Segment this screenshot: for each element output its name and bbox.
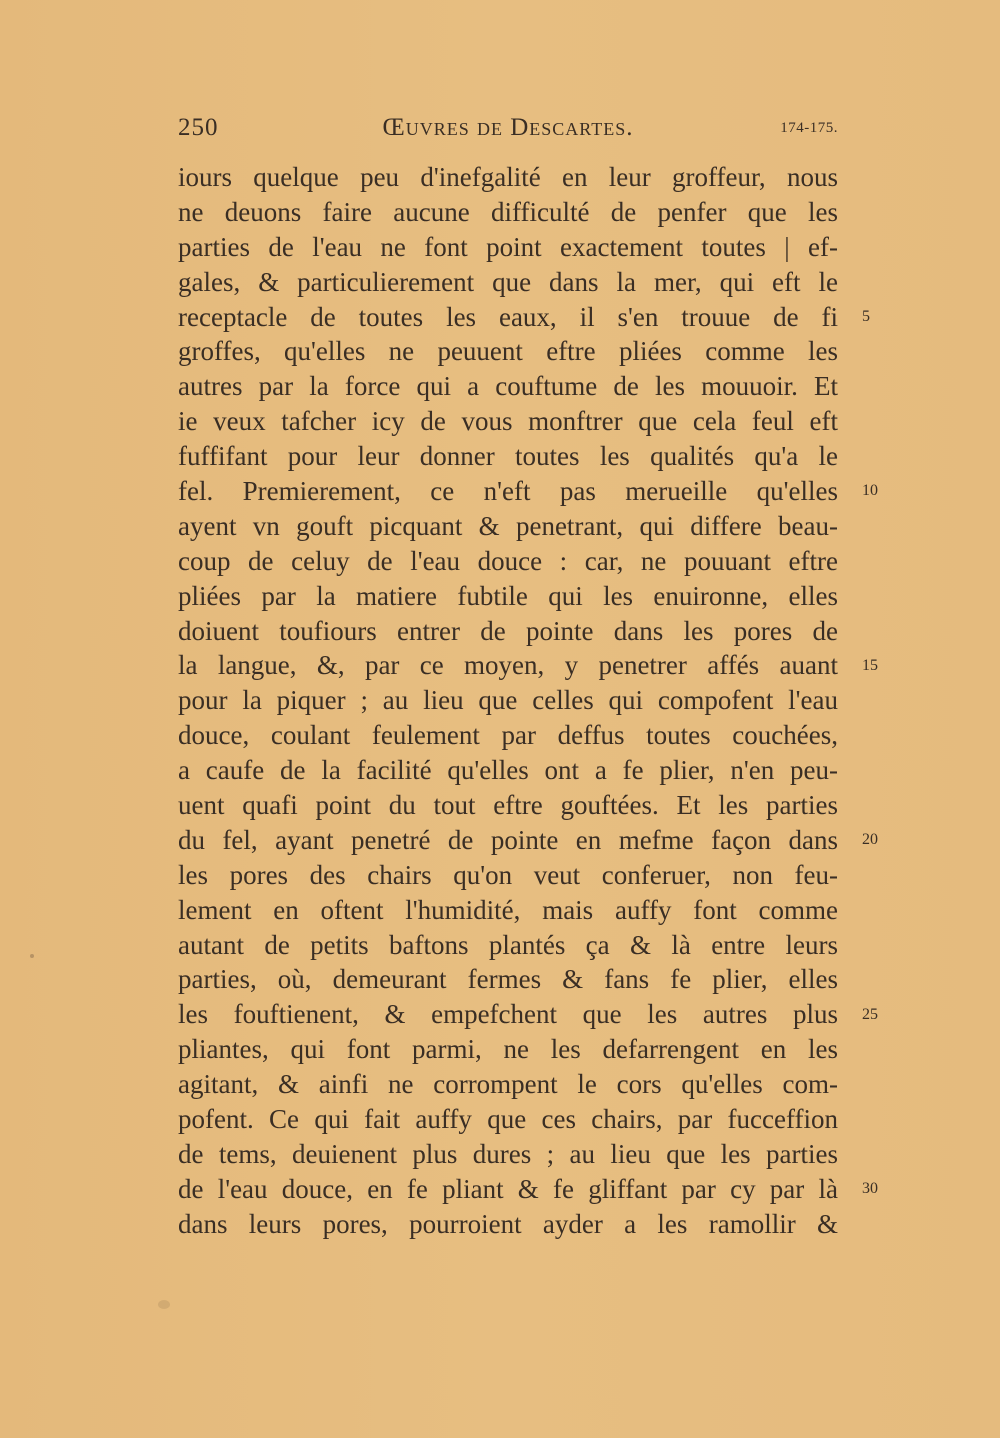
text-line: uent quafi point du tout eftre gouftées. Et les parties [178,790,838,821]
text-line: receptacle de toutes les eaux, il s'en trouue de fi [178,301,838,332]
text-line: de tems, deuienent plus dures ; au lieu que les parties [178,1138,838,1169]
text-line: dans leurs pores, pourroient ayder a les ramollir & [178,1208,838,1239]
text-line: de l'eau douce, en fe pliant & fe gliffant par cy par là [178,1173,838,1204]
text-line: du fel, ayant penetré de pointe en mefme façon dans [178,824,838,855]
text-line: pliées par la matiere fubtile qui les enuironne, elles [178,580,838,611]
text-line: agitant, & ainfi ne corrompent le cors qu'elles com- [178,1069,838,1100]
text-line: parties, où, demeurant fermes & fans fe plier, elles [178,964,838,995]
body-text [178,160,838,1242]
text-line: lement en oftent l'humidité, mais auffy font comme [178,894,838,925]
text-line: a caufe de la facilité qu'elles ont a fe plier, n'en peu- [178,755,838,786]
line-number-marker: 15 [862,656,878,674]
line-number-marker: 5 [862,307,870,325]
text-line: ayent vn gouft picquant & penetrant, qui differe beau- [178,510,838,541]
text-line: gales, & particulierement que dans la mer, qui eft le [178,266,838,297]
line-number-marker: 30 [862,1180,878,1198]
text-line: la langue, &, par ce moyen, y penetrer affés auant [178,650,838,681]
text-line: pliantes, qui font parmi, ne les defarrengent en les [178,1034,838,1065]
line-number-marker: 20 [862,831,878,849]
text-line: coup de celuy de l'eau douce : car, ne pouuant eftre [178,545,838,576]
text-line: les fouftienent, & empefchent que les autres plus [178,999,838,1030]
text-line: fel. Premierement, ce n'eft pas merueille qu'elles [178,476,838,507]
text-line: les pores des chairs qu'on veut conferuer, non feu- [178,859,838,890]
page-range: 174-175. [780,120,838,136]
paper-speck [158,1300,170,1309]
line-number-marker: 25 [862,1005,878,1023]
running-title: Œuvres de Descartes. [382,114,634,141]
line-number-marker: 10 [862,482,878,500]
paper-speck [30,954,34,958]
page-number: 250 [178,114,219,141]
page-header [178,114,838,150]
text-line: pofent. Ce qui fait auffy que ces chairs, par fucceffion [178,1104,838,1135]
text-line: pour la piquer ; au lieu que celles qui compofent l'eau [178,685,838,716]
text-line: parties de l'eau ne font point exactement toutes | ef- [178,231,838,262]
text-line: autant de petits baftons plantés ça & là entre leurs [178,929,838,960]
text-line: iours quelque peu d'inefgalité en leur groffeur, nous [178,162,838,192]
text-line: ie veux tafcher icy de vous monftrer que cela feul eft [178,406,838,437]
text-line: douce, coulant feulement par deffus toutes couchées, [178,720,838,751]
text-line: groffes, qu'elles ne peuuent eftre pliées comme les [178,336,838,367]
text-line: doiuent toufiours entrer de pointe dans les pores de [178,615,838,646]
text-line: ne deuons faire aucune difficulté de penfer que les [178,196,838,227]
text-line: fuffifant pour leur donner toutes les qualités qu'a le [178,441,838,472]
text-line: autres par la force qui a couftume de les mouuoir. Et [178,371,838,402]
